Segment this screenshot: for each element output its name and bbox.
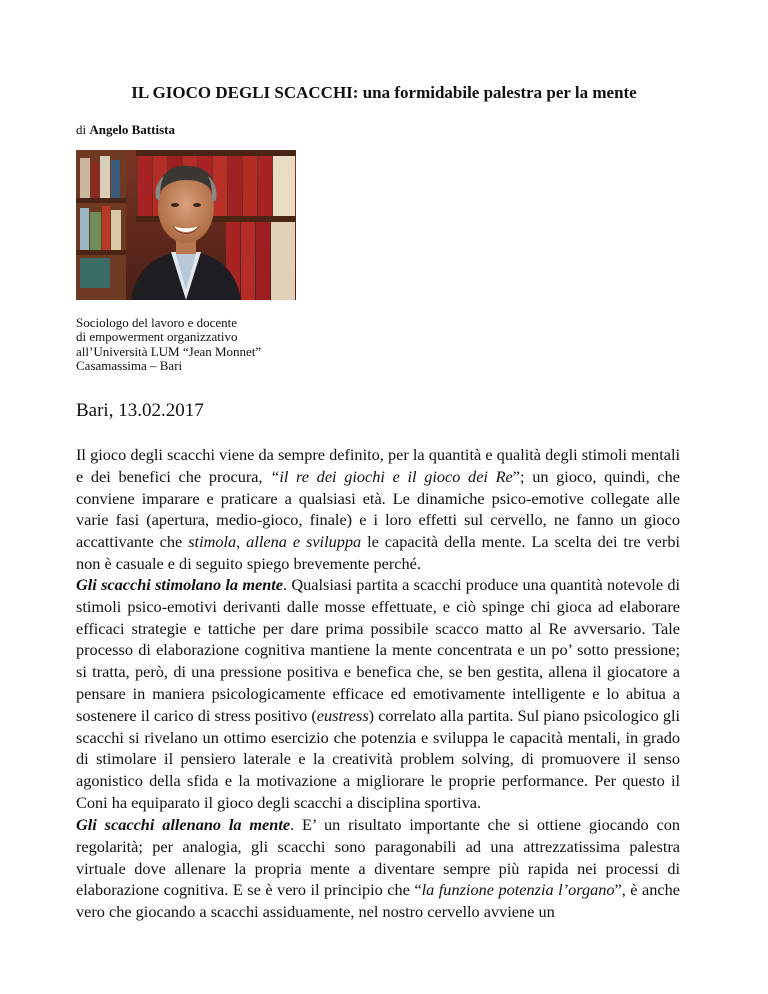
author-photo [76,150,296,300]
emphasis-run: stimola, allena e sviluppa [188,532,362,552]
emphasis-run: la funzione potenzia l’organo [421,880,615,900]
photo-caption [76,316,261,374]
text-run: ) correlato alla partita. Sul piano psicologico gli scacchi si rivelano un ottimo esercizio che potenzia e sviluppa le capacità mentali, in grado di stimolare il pensiero laterale e la creatività problem solving, di promuovere il senso agonistico della sfida e la motivazione a migliorare le proprie performance. Per questo il Coni ha equiparato il gioco degli scacchi a disciplina sportiva. [76,705,681,812]
text-run: Il gioco degli scacchi viene da sempre definito, per la quantità e qualità degli stimoli mentali e dei benefici che procura, [76,445,680,486]
text-run: le capacità della mente. La scelta dei tre verbi non è casuale e di seguito spiego brevemente perché. [76,532,680,573]
article-title: IL GIOCO DEGLI SCACCHI: una formidabile palestra per la mente [131,83,637,102]
text-run: . Qualsiasi partita a scacchi produce una quantità notevole di stimoli psico-emotivi derivanti dalle mosse effettuate, e ciò spinge chi gioca ad elaborare efficaci strategie e tattiche per dare prima possibile scacco matto al Re avversario. Tale processo di elaborazione cognitiva mantiene la mente concentrata e un po’ sotto pressione; si tratta, però, di una pressione positiva e benefica che, se ben gestita, allena il giocatore a pensare in maniera psicologicamente efficace ed emotivamente intelligente e lo abitua a sostenere il carico di stress positivo ( [76,575,680,725]
paragraph-intro [76,444,680,575]
byline-prefix: di [76,122,90,137]
emphasis-run: eustress [316,705,369,725]
text-run: ”, è anche vero che giocando a scacchi assiduamente, nel nostro cervello avviene un [76,880,680,922]
text-run: . E’ un risultato importante che si ottiene giocando con regolarità; per analogia, gli scacchi sono paragonabili ad una attrezzatissima palestra virtuale dove allenare la propria mente a diventare sempre più rapida nei processi di elaborazione cognitiva. E se è vero il principio che “ [76,815,680,900]
section-heading-run: Gli scacchi stimolano la mente [76,575,284,594]
caption-line: Sociologo del lavoro e docente [76,315,238,330]
caption-line: all’Università LUM “Jean Monnet” [76,343,262,359]
byline [76,122,175,138]
paragraph-train [76,814,680,923]
author-name: Angelo Battista [89,122,175,137]
caption-line: di empowerment organizzativo [76,329,238,345]
article-date: Bari, 13.02.2017 [76,400,204,421]
text-run: ”; un gioco, quindi, che conviene imparare e praticare a qualsiasi età. Le dinamiche psico-emotive collegate alle varie fasi (apertura, medio-gioco, finale) e i loro effetti sul cervello, ne fanno un gioco accattivante che [76,466,681,552]
author-portrait-image [76,150,296,300]
quote-run: “il re dei giochi e il gioco dei Re [270,466,513,486]
section-heading-run: Gli scacchi allenano la mente [76,815,291,834]
paragraph-stimulate [76,574,680,814]
caption-line: Casamassima – Bari [76,358,183,374]
